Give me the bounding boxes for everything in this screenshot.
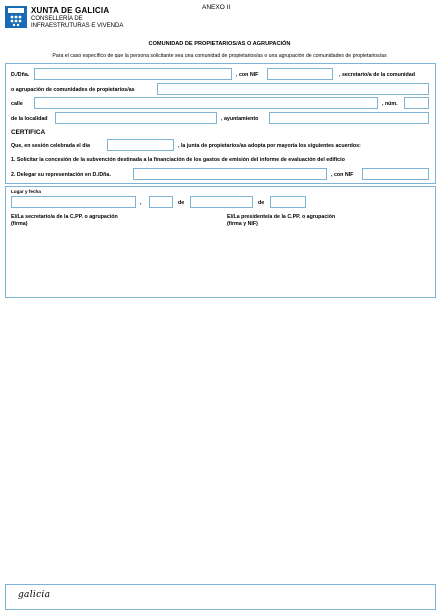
- secretary-signature-label: El/La secretario/a de la C.PP. o agrupación: [11, 214, 118, 220]
- label-nif: , con NIF: [236, 72, 259, 78]
- label-secretary: , secretario/a de la comunidad: [339, 72, 415, 78]
- label-street: calle: [11, 101, 23, 107]
- president-signature-note: (firma y NIF): [227, 221, 258, 227]
- department-line1: CONSELLERÍA DE: [31, 16, 83, 22]
- annex-label: ANEXO II: [202, 4, 231, 11]
- label-number: , núm.: [382, 101, 398, 107]
- year-field[interactable]: [270, 196, 306, 208]
- form-intro: Para el caso específico de que la persona solicitante sea una comunidad de propietarios/as o una agrupación de comunidades de propietarios/as: [52, 53, 387, 59]
- label-session: Que, en sesión celebrada el día: [11, 143, 90, 149]
- xunta-logo-emblem: [5, 6, 27, 28]
- delegate-name-field[interactable]: [133, 168, 327, 180]
- day-field[interactable]: [149, 196, 173, 208]
- delegate-nif-field[interactable]: [362, 168, 429, 180]
- name-field[interactable]: [34, 68, 232, 80]
- label-delegate: 2. Delegar su representación en D./Dña.: [11, 172, 111, 178]
- label-session-after: , la junta de propietarios/as adopta por mayoría los siguientes acuerdos:: [178, 143, 361, 149]
- label-locality: de la localidad: [11, 116, 48, 122]
- agreement-1: 1. Solicitar la concesión de la subvención destinada a la financiación de los gastos de emisión del informe de evaluación del edificio: [11, 157, 345, 163]
- street-field[interactable]: [34, 97, 378, 109]
- locality-field[interactable]: [55, 112, 217, 124]
- form-title: COMUNIDAD DE PROPIETARIOS/AS O AGRUPACIÓN: [148, 41, 291, 47]
- council-field[interactable]: [269, 112, 429, 124]
- session-date-field[interactable]: [107, 139, 174, 151]
- place-field[interactable]: [11, 196, 136, 208]
- label-de-2: de: [258, 200, 265, 206]
- brand-name: XUNTA DE GALICIA: [31, 6, 110, 15]
- label-name: D./Dña.: [11, 72, 30, 78]
- president-signature-label: El/La presidente/a de la C.PP. o agrupación: [227, 214, 336, 220]
- label-de-1: de: [178, 200, 185, 206]
- label-place-date: Lugar y fecha: [11, 189, 41, 194]
- number-field[interactable]: [404, 97, 429, 109]
- certifica-heading: CERTIFICA: [11, 129, 46, 136]
- label-council: , ayuntamiento: [221, 116, 259, 122]
- label-delegate-nif: , con NIF: [331, 172, 354, 178]
- community-field[interactable]: [157, 83, 429, 95]
- galicia-logo: galicia: [18, 590, 51, 600]
- secretary-signature-note: (firma): [11, 221, 28, 227]
- nif-field[interactable]: [267, 68, 333, 80]
- label-community: o agrupación de comunidades de propietarios/as: [11, 87, 135, 93]
- month-field[interactable]: [190, 196, 253, 208]
- footer-bar: [5, 584, 436, 610]
- department-line2: INFRAESTRUTURAS E VIVENDA: [31, 23, 124, 29]
- comma: ,: [140, 200, 142, 206]
